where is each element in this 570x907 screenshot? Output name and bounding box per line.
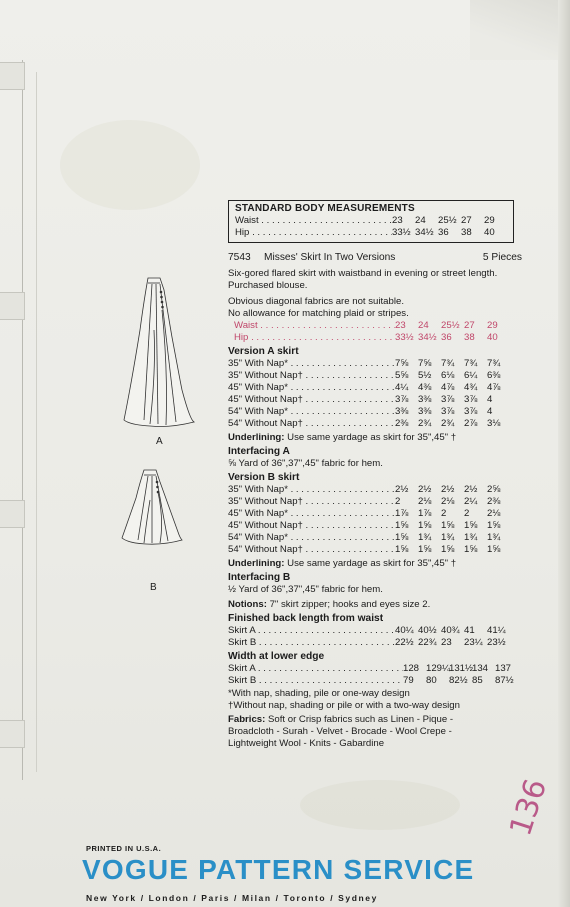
table-row [234, 320, 510, 332]
pattern-pieces: 5 Pieces [482, 252, 522, 263]
standard-body-measurements [228, 200, 514, 243]
row-value: 129¼ [426, 663, 451, 674]
pattern-title: Misses' Skirt In Two Versions [264, 252, 396, 263]
row-value: 23 [441, 637, 452, 648]
row-value: 85 [472, 675, 483, 686]
table-row [228, 496, 510, 508]
row-value: 4⅞ [487, 382, 501, 393]
table-row [228, 358, 510, 370]
row-value: 7¾ [464, 358, 478, 369]
row-value: 1⅝ [464, 544, 478, 555]
row-label: 35" Without Nap† . . . [228, 496, 395, 508]
row-value: 1¾ [487, 532, 501, 543]
row-value: 2½ [464, 484, 478, 495]
table-row [228, 418, 510, 430]
interfacing-a-title: Interfacing A [228, 446, 290, 457]
notions-label: Notions: [228, 599, 267, 610]
row-value: 24 [418, 320, 429, 331]
row-value: 2½ [441, 484, 455, 495]
version-b-title: Version B skirt [228, 472, 300, 483]
figure-label-a: A [156, 436, 163, 447]
fold-line [22, 60, 27, 780]
row-value: 3⅛ [487, 418, 501, 429]
version-a-yardage [228, 358, 510, 430]
sbm-value: 23 [392, 215, 403, 226]
figure-label-b: B [150, 582, 157, 593]
row-value: 34½ [418, 332, 437, 343]
row-value: 2 [464, 508, 470, 519]
sbm-value: 29 [484, 215, 495, 226]
row-value: 2½ [418, 484, 432, 495]
version-a-title: Version A skirt [228, 346, 299, 357]
row-value: 80 [426, 675, 437, 686]
table-row [228, 637, 510, 649]
sbm-value: 36 [438, 227, 449, 238]
brand-cities: New York / London / Paris / Milan / Toronto / Sydney [86, 893, 378, 903]
measure-rows [228, 320, 510, 344]
row-value: 2⅞ [464, 418, 478, 429]
row-value: 7⅝ [418, 358, 432, 369]
row-value: 2 [395, 496, 401, 507]
sbm-row [235, 215, 507, 227]
flap-tab [0, 720, 25, 748]
row-value: 2⅛ [487, 508, 501, 519]
row-value: 3⅜ [418, 406, 432, 417]
fabric-note: Obvious diagonal fabrics are not suitable. [228, 296, 404, 307]
row-value: 137 [495, 663, 512, 674]
row-label: Skirt B . . . [228, 637, 395, 649]
row-value: 2⅜ [487, 496, 501, 507]
row-value: 29 [487, 320, 498, 331]
row-value: 41¼ [487, 625, 506, 636]
top-fold [470, 0, 570, 60]
interfacing-a-text: ⅝ Yard of 36",37",45" fabric for hem. [228, 458, 383, 469]
row-value: 4⅞ [441, 382, 455, 393]
row-value: 2½ [395, 484, 409, 495]
table-row [228, 508, 510, 520]
skirt-b-drawing [122, 470, 182, 544]
right-edge [558, 0, 570, 907]
row-value: 1⅝ [487, 520, 501, 531]
row-value: 2¾ [441, 418, 455, 429]
fabrics-label: Fabrics: [228, 714, 266, 725]
row-value: 7⅝ [395, 358, 409, 369]
sbm-value: 38 [461, 227, 472, 238]
row-value: 40¾ [441, 625, 460, 636]
table-row [228, 544, 510, 556]
row-value: 3⅞ [441, 406, 455, 417]
row-label: Skirt B . . . [228, 675, 403, 687]
row-value: 4¾ [464, 382, 478, 393]
row-value: 1⅝ [395, 532, 409, 543]
row-value: 2⅛ [441, 496, 455, 507]
row-value: 134 [472, 663, 489, 674]
paper-stain [300, 780, 460, 830]
pattern-info [228, 200, 548, 750]
row-label: 45" With Nap* . . . [228, 508, 395, 520]
row-value: 1⅞ [395, 508, 409, 519]
flap-tab [0, 62, 25, 90]
row-value: 3⅞ [441, 394, 455, 405]
sbm-row [235, 227, 507, 239]
skirt-illustrations [120, 270, 200, 610]
row-value: 1¾ [441, 532, 455, 543]
row-value: 1⅝ [418, 520, 432, 531]
underlining-label: Underlining: [228, 558, 285, 569]
footnote-with-nap: *With nap, shading, pile or one-way design [228, 688, 410, 699]
pattern-number: 7543 [228, 252, 251, 263]
row-value: 4⅜ [418, 382, 432, 393]
row-value: 7¾ [487, 358, 501, 369]
table-row [228, 370, 510, 382]
row-value: 33½ [395, 332, 414, 343]
row-value: 38 [464, 332, 475, 343]
underlining-a [228, 432, 548, 444]
notions-text: 7" skirt zipper; hooks and eyes size 2. [269, 599, 431, 610]
row-value: 3⅜ [395, 406, 409, 417]
underlining-label: Underlining: [228, 432, 285, 443]
sbm-value: 33½ [392, 227, 411, 238]
row-value: 7¾ [441, 358, 455, 369]
sbm-value: 25½ [438, 215, 457, 226]
row-value: 79 [403, 675, 414, 686]
row-value: 1¾ [418, 532, 432, 543]
row-label: 54" Without Nap† . . . [228, 544, 395, 556]
row-value: 6⅜ [487, 370, 501, 381]
notions [228, 599, 548, 611]
row-label: 54" Without Nap† . . . [228, 418, 395, 430]
row-value: 23 [395, 320, 406, 331]
row-value: 2¾ [418, 418, 432, 429]
row-value: 4 [487, 406, 493, 417]
row-value: 82½ [449, 675, 468, 686]
row-value: 25½ [441, 320, 460, 331]
pattern-description: Six-gored flared skirt with waistband in evening or street length. Purchased blouse. [228, 268, 498, 291]
row-value: 1⅝ [464, 520, 478, 531]
back-length-title: Finished back length from waist [228, 613, 384, 624]
row-value: 41 [464, 625, 475, 636]
row-label: 35" Without Nap† . . . [228, 370, 395, 382]
brand-title: VOGUE PATTERN SERVICE [82, 854, 475, 885]
row-label: Waist . . . [234, 320, 395, 332]
row-value: 40½ [418, 625, 437, 636]
table-row [228, 625, 510, 637]
row-label: 45" Without Nap† . . . [228, 394, 395, 406]
row-value: 3⅞ [395, 394, 409, 405]
table-row [228, 663, 518, 675]
row-label: 54" With Nap* . . . [228, 406, 395, 418]
sbm-label: Waist . . . [235, 215, 392, 227]
fold-line-inner [36, 72, 37, 772]
interfacing-b-text: ½ Yard of 36",37",45" fabric for hem. [228, 584, 383, 595]
lower-edge-table [228, 663, 518, 687]
row-value: 6¼ [464, 370, 478, 381]
fabrics-text: Soft or Crisp fabrics such as Linen - Pique - Broadcloth - Surah - Velvet - Brocade - Wool Crepe - Lightweight Wool - Knits - Gabardine [228, 714, 454, 749]
row-value: 1⅞ [418, 508, 432, 519]
flap-tab [0, 500, 25, 528]
fabric-note: No allowance for matching plaid or stripes. [228, 308, 409, 319]
row-value: 6⅛ [441, 370, 455, 381]
row-label: Skirt A . . . [228, 625, 395, 637]
row-value: 2⅛ [418, 496, 432, 507]
row-value: 4 [487, 394, 493, 405]
row-value: 40 [487, 332, 498, 343]
row-value: 1⅝ [395, 520, 409, 531]
row-value: 27 [464, 320, 475, 331]
sbm-value: 34½ [415, 227, 434, 238]
row-value: 1⅝ [395, 544, 409, 555]
skirt-a-drawing [124, 278, 194, 427]
row-label: Skirt A . . . [228, 663, 403, 675]
row-value: 3⅞ [464, 406, 478, 417]
table-row [228, 675, 518, 687]
row-value: 2⅜ [395, 418, 409, 429]
table-row [228, 394, 510, 406]
row-label: 35" With Nap* . . . [228, 358, 395, 370]
row-value: 5⅝ [395, 370, 409, 381]
row-value: 1⅝ [441, 520, 455, 531]
row-value: 23¼ [464, 637, 483, 648]
row-value: 2⅝ [487, 484, 501, 495]
handwritten-stamp: 136 [503, 774, 555, 841]
row-label: 45" Without Nap† . . . [228, 520, 395, 532]
version-b-yardage [228, 484, 510, 556]
row-label: 45" With Nap* . . . [228, 382, 395, 394]
row-value: 22¾ [418, 637, 437, 648]
sbm-value: 27 [461, 215, 472, 226]
flap-tab [0, 292, 25, 320]
row-value: 131½ [449, 663, 474, 674]
lower-edge-title: Width at lower edge [228, 651, 325, 662]
row-value: 3⅜ [418, 394, 432, 405]
row-value: 36 [441, 332, 452, 343]
row-value: 4¼ [395, 382, 409, 393]
sbm-value: 24 [415, 215, 426, 226]
row-value: 5½ [418, 370, 432, 381]
row-value: 1⅝ [487, 544, 501, 555]
table-row [234, 332, 510, 344]
row-value: 1⅝ [441, 544, 455, 555]
table-row [228, 382, 510, 394]
printed-in-label: PRINTED IN U.S.A. [86, 844, 162, 853]
row-value: 1⅝ [418, 544, 432, 555]
footnote-without-nap: †Without nap, shading or pile or with a two-way design [228, 700, 460, 711]
row-value: 128 [403, 663, 420, 674]
underlining-b [228, 558, 548, 570]
table-row [228, 532, 510, 544]
row-label: 54" With Nap* . . . [228, 532, 395, 544]
row-label: 35" With Nap* . . . [228, 484, 395, 496]
underlining-text: Use same yardage as skirt for 35",45" † [287, 558, 457, 569]
back-length-table [228, 625, 510, 649]
sbm-label: Hip . . . [235, 227, 392, 239]
row-value: 87½ [495, 675, 514, 686]
sbm-title: STANDARD BODY MEASUREMENTS [235, 203, 415, 214]
underlining-text: Use same yardage as skirt for 35",45" † [287, 432, 457, 443]
sbm-value: 40 [484, 227, 495, 238]
row-value: 23½ [487, 637, 506, 648]
row-value: 22½ [395, 637, 414, 648]
fabrics [228, 714, 498, 750]
row-value: 40¼ [395, 625, 414, 636]
interfacing-b-title: Interfacing B [228, 572, 291, 583]
fabric-notes [228, 296, 548, 320]
paper-stain [60, 120, 200, 210]
row-label: Hip . . . [234, 332, 395, 344]
table-row [228, 484, 510, 496]
table-row [228, 520, 510, 532]
row-value: 1¾ [464, 532, 478, 543]
row-value: 3⅞ [464, 394, 478, 405]
table-row [228, 406, 510, 418]
row-value: 2 [441, 508, 447, 519]
pattern-title-line [228, 252, 548, 264]
row-value: 2¼ [464, 496, 478, 507]
